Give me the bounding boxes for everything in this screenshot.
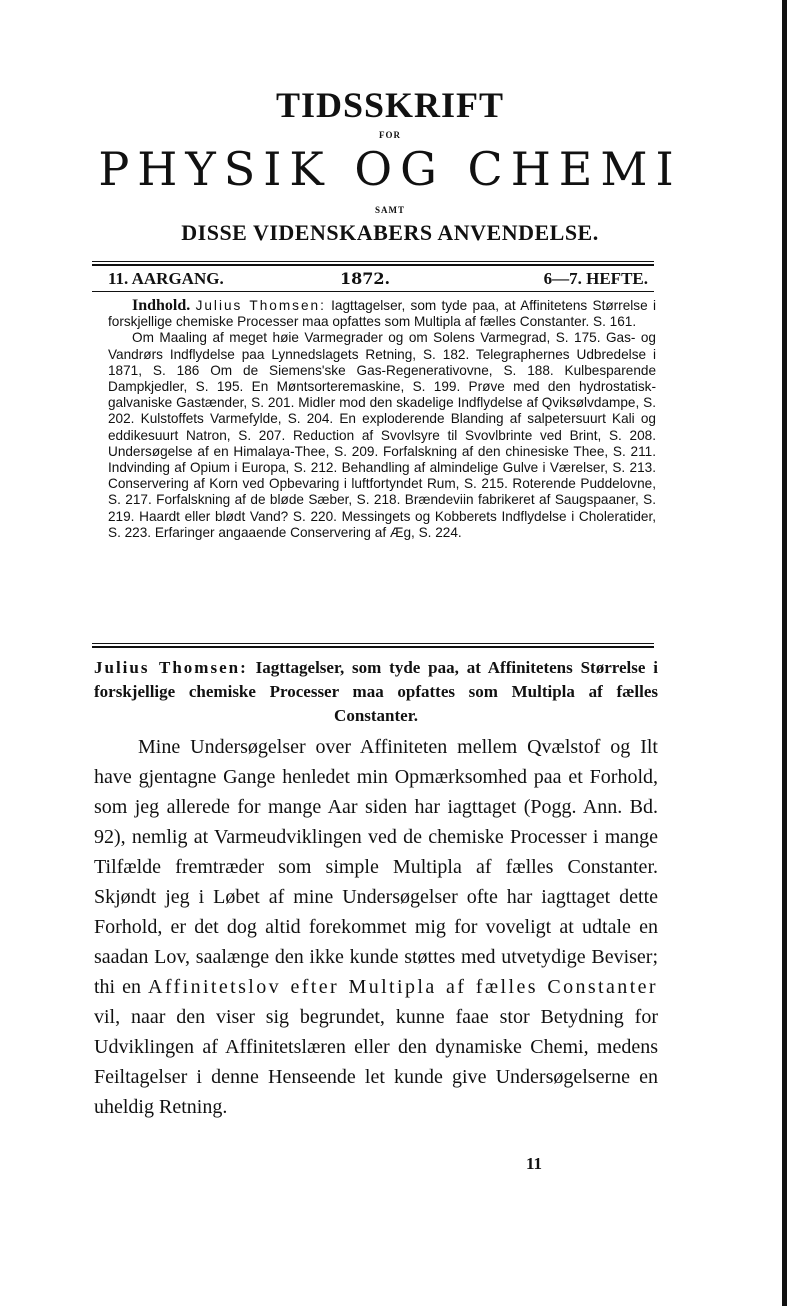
contents-first-author: Julius Thomsen: (195, 298, 326, 313)
issue-volume: 11. AARGANG. (108, 269, 224, 288)
masthead-rule-thick (92, 264, 654, 266)
masthead-rule-thin (92, 261, 654, 262)
article-body (94, 732, 658, 1122)
journal-subtitle: PHYSIK OG CHEMI (98, 142, 682, 196)
page-edge-bar (782, 0, 787, 1306)
issue-parts: 6—7. HEFTE. (543, 269, 648, 288)
article-body-spaced-phrase: Affinitetslov efter Multipla af fælles Constanter (148, 976, 658, 998)
contents-rule-thick (92, 646, 654, 648)
page-number: 11 (526, 1154, 543, 1173)
issue-rule (92, 291, 654, 292)
issue-line (108, 269, 648, 291)
table-of-contents (108, 298, 656, 541)
contents-label: Indhold. (132, 297, 191, 314)
journal-tagline: DISSE VIDENSKABERS ANVENDELSE. (181, 220, 599, 245)
contents-list: Om Maaling af meget høie Varmegrader og om Solens Varmegrad, S. 175. Gas- og Vandrørs Indflydelse paa Lynnedslagets Retning, S. 182. Telegraphernes Udbredelse i 1871, S. 186 Om de Siemens'ske Gas-Regenerativovne, S. 188. Kulbesparende Dampkjedler, S. 195. En Møntsorteremaskine, S. 199. Prøve med den hydrostatisk-galvaniske Gastænder, S. 201. Midler mod den skadelige Indflydelse af Qviksølvdampe, S. 202. Kulstoffets Varmefylde, S. 204. En exploderende Blanding af salpetersuurt Kali og eddikesuurt Natron, S. 207. Reduction af Svovlsyre til Svovlbrinte ved Brint, S. 208. Undersøgelse af en Himalaya-Thee, S. 209. Forfalskning af den chinesiske Thee, S. 211. Indvinding af Opium i Europa, S. 212. Behandling af almindelige Gulve i Værelser, S. 213. Conservering af Korn ved Opbevaring i luftfortyndet Rum, S. 215. Roterende Puddelovne, S. 217. Forfalskning af de bløde Sæber, S. 218. Brændeviin fabrikeret af Saugspaaner, S. 219. Haardt eller blødt Vand? S. 220. Messingets og Kobberets Indflydelse i Choleratider, S. 223. Erfaringer angaaende Conservering af Æg, S. 224. (108, 330, 656, 540)
journal-title-samt: SAMT (374, 205, 405, 215)
contents-first-entry: Iagttagelser, som tyde paa, at Affinitetens Størrelse i forskjellige chemiske Processer maa opfattes som Multipla af fælles Constanter. S. 161. (108, 298, 656, 330)
article-body-part-a: Mine Undersøgelser over Affiniteten mellem Qvælstof og Ilt have gjentagne Gange henledet min Opmærksomhed paa et Forhold, som jeg allerede for mange Aar siden har iagttaget (Pogg. Ann. Bd. 92), nemlig at Varmeudviklingen ved de chemiske Processer i mange Tilfælde fremtræder som simple Multipla af fælles Constanter. Skjøndt jeg i Løbet af mine Undersøgelser ofte har iagttaget dette Forhold, er det dog altid forekommet mig for voveligt at udtale en saadan Lov, saalænge den ikke kunde støttes med utvetydige Beviser; thi en (94, 736, 658, 998)
journal-title: TIDSSKRIFT (275, 85, 505, 125)
issue-year: 1872. (340, 269, 391, 288)
contents-rule-thin (92, 643, 654, 644)
journal-title-for: FOR (379, 130, 401, 140)
article-title: Iagttagelser, som tyde paa, at Affinitetens Størrelse i forskjellige chemiske Processer maa opfattes som Multipla af fælles Constanter. (94, 658, 658, 725)
article-heading (94, 656, 658, 728)
article-author: Julius Thomsen: (94, 658, 248, 677)
article-body-part-b: vil, naar den viser sig begrundet, kunne faae stor Betydning for Udviklingen af Affinitetslæren eller den dynamiske Chemi, medens Feiltagelser i denne Henseende let kunde give Undersøgelserne en uheldig Retning. (94, 1006, 658, 1118)
